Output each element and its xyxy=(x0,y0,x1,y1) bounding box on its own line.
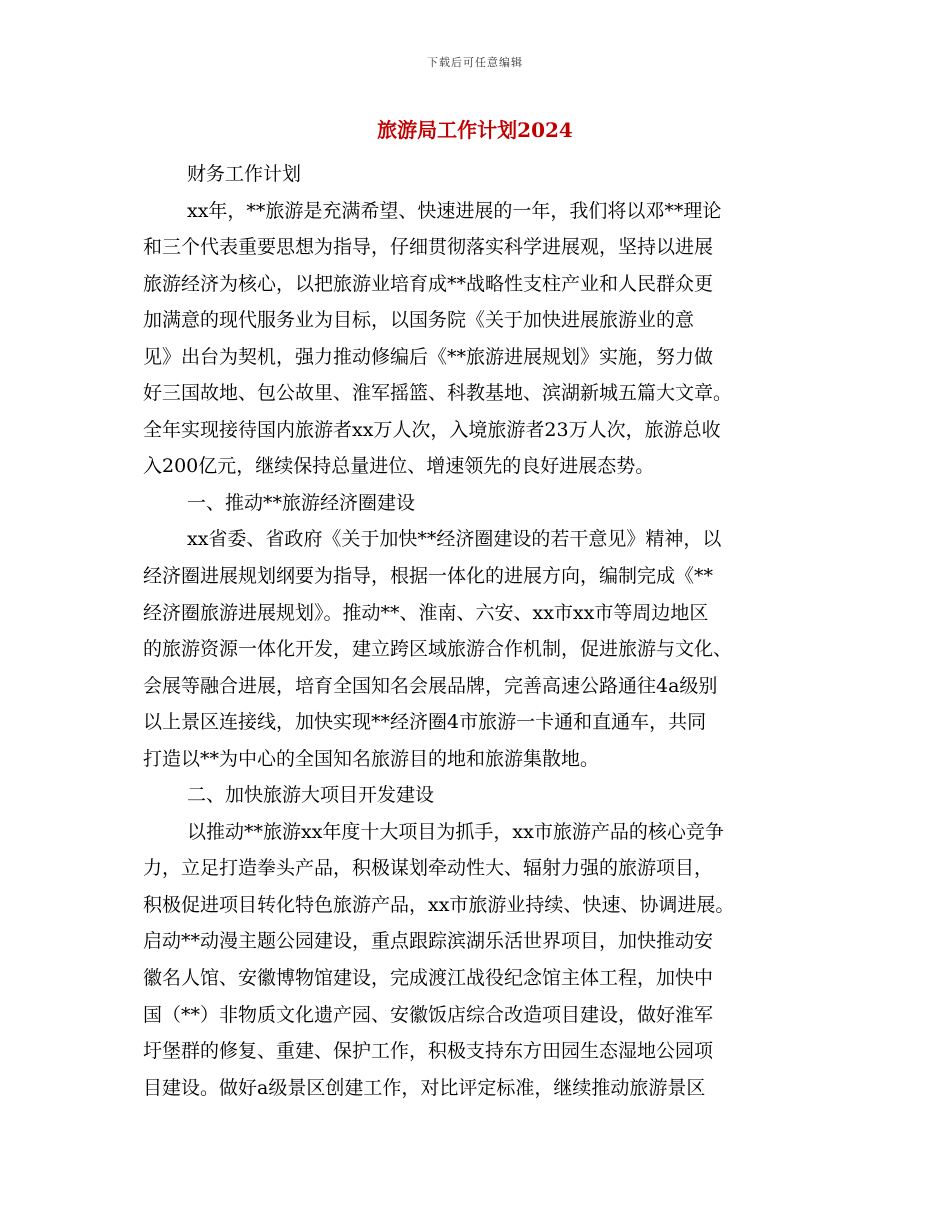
paragraph-line: xx年，**旅游是充满希望、快速进展的一年，我们将以邓**理论 xyxy=(187,199,722,222)
paragraph-line: 打造以**为中心的全国知名旅游目的地和旅游集散地。 xyxy=(143,747,600,770)
paragraph-line: 加满意的现代服务业为目标，以国务院《关于加快进展旅游业的意 xyxy=(143,309,695,332)
paragraph-line: 旅游经济为核心，以把旅游业培育成**战略性支柱产业和人民群众更 xyxy=(143,272,714,295)
page-header-note: 下载后可任意编辑 xyxy=(427,56,523,69)
paragraph-line: 积极促进项目转化特色旅游产品，xx市旅游业持续、快速、协调进展。 xyxy=(143,893,735,916)
paragraph-line: 全年实现接待国内旅游者xx万人次，入境旅游者23万人次，旅游总收 xyxy=(143,418,721,441)
document-title: 旅游局工作计划2024 xyxy=(377,118,573,142)
paragraph-line: 见》出台为契机，强力推动修编后《**旅游进展规划》实施，努力做 xyxy=(143,345,714,368)
paragraph-line: 和三个代表重要思想为指导，仔细贯彻落实科学进展观，坚持以进展 xyxy=(143,236,714,259)
paragraph-line: 好三国故地、包公故里、淮军摇篮、科教基地、滨湖新城五篇大文章。 xyxy=(143,382,733,405)
paragraph-line: xx省委、省政府《关于加快**经济圈建设的若干意见》精神，以 xyxy=(187,528,722,551)
paragraph-line: 圩堡群的修复、重建、保护工作，积极支持东方田园生态湿地公园项 xyxy=(143,1040,714,1063)
paragraph-line: 经济圈旅游进展规划》。推动**、淮南、六安、xx市xx市等周边地区 xyxy=(143,601,709,624)
paragraph-line: 目建设。做好a级景区创建工作，对比评定标准，继续推动旅游景区 xyxy=(143,1076,706,1099)
paragraph-line: 国（**）非物质文化遗产园、安徽饭店综合改造项目建设，做好淮军 xyxy=(143,1003,714,1026)
section-heading: 二、加快旅游大项目开发建设 xyxy=(187,784,435,807)
paragraph-line: 会展等融合进展，培育全国知名会展品牌，完善高速公路通往4a级别 xyxy=(143,674,718,697)
paragraph-line: 入200亿元，继续保持总量进位、增速领先的良好进展态势。 xyxy=(143,455,655,478)
section-heading: 财务工作计划 xyxy=(187,163,302,185)
paragraph-line: 以上景区连接线，加快实现**经济圈4市旅游一卡通和直通车，共同 xyxy=(143,711,707,734)
paragraph-line: 力，立足打造拳头产品，积极谋划牵动性大、辐射力强的旅游项目， xyxy=(143,857,714,880)
document-body xyxy=(143,156,813,1106)
paragraph-line: 的旅游资源一体化开发，建立跨区域旅游合作机制，促进旅游与文化、 xyxy=(143,638,733,661)
section-heading: 一、推动**旅游经济圈建设 xyxy=(187,491,416,514)
paragraph-line: 启动**动漫主题公园建设，重点跟踪滨湖乐活世界项目，加快推动安 xyxy=(143,930,714,953)
paragraph-line: 以推动**旅游xx年度十大项目为抓手，xx市旅游产品的核心竞争 xyxy=(187,820,724,843)
paragraph-line: 经济圈进展规划纲要为指导，根据一体化的进展方向，编制完成《** xyxy=(143,565,714,588)
paragraph-line: 徽名人馆、安徽博物馆建设，完成渡江战役纪念馆主体工程，加快中 xyxy=(143,967,714,990)
